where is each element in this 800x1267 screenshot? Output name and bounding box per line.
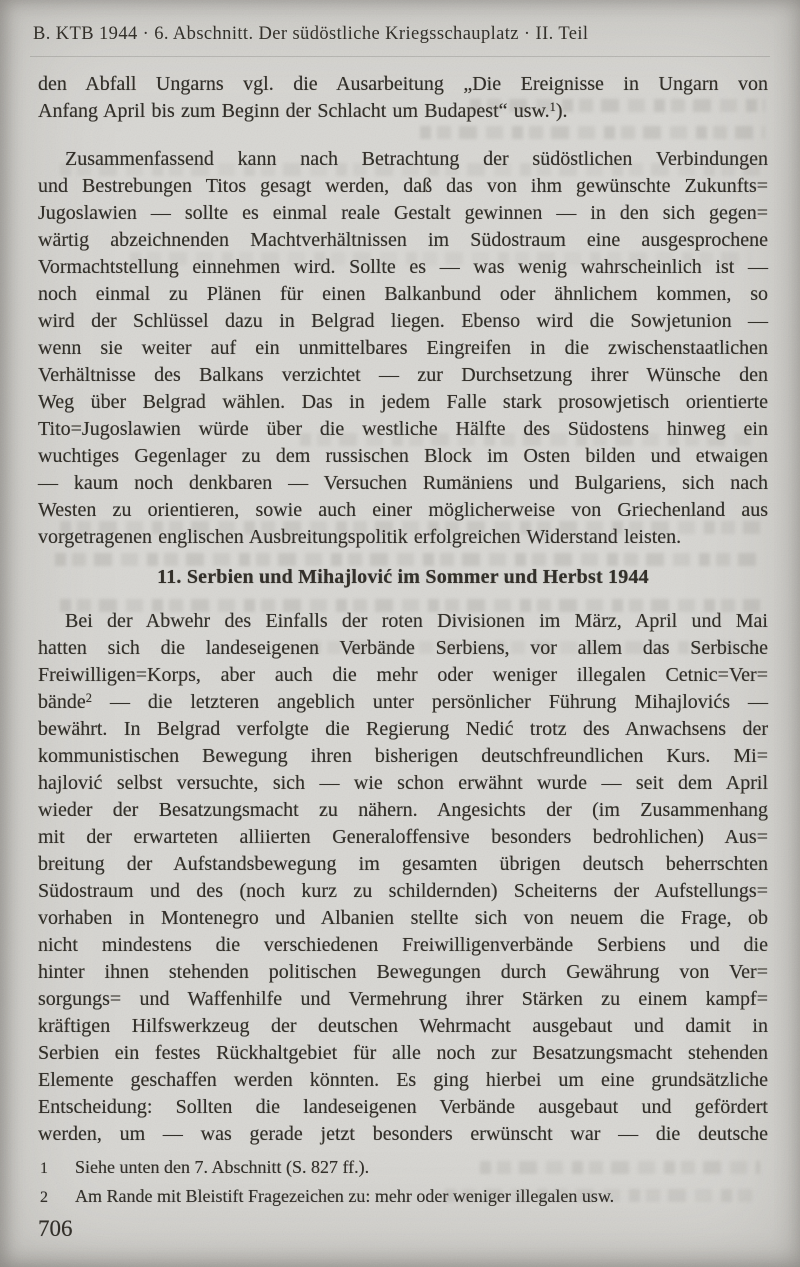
text-line: wärtig abzeichnenden Machtverhältnissen im Südostraum eine ausgesprochene bbox=[38, 229, 768, 251]
text-line: kräftigen Hilfswerkzeug der deutschen Wehrmacht ausgebaut und damit in bbox=[38, 1015, 768, 1037]
footnotes-block bbox=[40, 1154, 770, 1211]
bleedthrough-artifact bbox=[420, 126, 765, 139]
text-line: bände$^2$ — die letzteren angeblich unter persönlicher Führung Mihajlovićs — bbox=[38, 691, 768, 713]
text-line: hajlović selbst versuchte, sich — wie schon erwähnt wurde — seit dem April bbox=[38, 772, 768, 794]
footnote-reference: 1 bbox=[549, 100, 556, 114]
paragraph-tito-summary bbox=[38, 146, 768, 551]
text-line: Tito=Jugoslawien würde über die westliche Hälfte des Südostens hinweg ein bbox=[38, 418, 768, 440]
footnote-2 bbox=[40, 1183, 770, 1212]
paragraph-continuation bbox=[38, 71, 768, 125]
text-line: mit der erwarteten alliierten Generaloffensive besonders bedrohlichen) Aus= bbox=[38, 826, 768, 848]
text-line: Freiwilligen=Korps, aber auch die mehr oder weniger illegalen Cetnic=Ver= bbox=[38, 664, 768, 686]
text-line: nicht mindestens die verschiedenen Freiwilligenverbände Serbiens und die bbox=[38, 934, 768, 956]
text-line: wuchtiges Gegenlager zu dem russischen Block im Osten bilden und etwaigen bbox=[38, 445, 768, 467]
text-line: sorgungs= und Waffenhilfe und Vermehrung ihrer Stärken zu einem kampf= bbox=[38, 988, 768, 1010]
footnote-1-text: Siehe unten den 7. Abschnitt (S. 827 ff.). bbox=[75, 1157, 370, 1177]
text-line: bewährt. In Belgrad verfolgte die Regierung Nedić trotz des Anwachsens der bbox=[38, 718, 768, 740]
text-line: vorhaben in Montenegro und Albanien stellte sich von neuem die Frage, ob bbox=[38, 907, 768, 929]
text-line: und Bestrebungen Titos gesagt werden, daß das von ihm gewünschte Zukunfts= bbox=[38, 175, 768, 197]
text-line: Vormachtstellung einnehmen wird. Sollte es — was wenig wahrscheinlich ist — bbox=[38, 256, 768, 278]
text-line: noch einmal zu Plänen für einen Balkanbund oder ähnlichem kommen, so bbox=[38, 283, 768, 305]
text-line: Zusammenfassend kann nach Betrachtung der südöstlichen Verbindungen bbox=[65, 148, 768, 170]
text-line: hatten sich die landeseigenen Verbände Serbiens, vor allem das Serbische bbox=[38, 637, 768, 659]
text-line: Jugoslawien — sollte es einmal reale Gestalt gewinnen — in den sich gegen= bbox=[38, 202, 768, 224]
text-line: Anfang April bis zum Beginn der Schlacht um Budapest“ usw.$^1$). bbox=[38, 100, 568, 122]
text-line: Verhältnisse des Balkans verzichtet — zur Durchsetzung ihrer Wünsche den bbox=[38, 364, 768, 386]
text-line: werden, um — was gerade jetzt besonders erwünscht war — die deutsche bbox=[38, 1123, 768, 1145]
text-line: — kaum noch denkbaren — Versuchen Rumäniens und Bulgariens, sich nach bbox=[38, 472, 768, 494]
text-line: Entscheidung: Sollten die landeseigenen Verbände ausgebaut und gefördert bbox=[38, 1096, 768, 1118]
footnote-1 bbox=[40, 1154, 770, 1183]
text-line: den Abfall Ungarns vgl. die Ausarbeitung „Die Ereignisse in Ungarn von bbox=[38, 73, 768, 95]
section-heading: 11. Serbien und Mihajlović im Sommer und Herbst 1944 bbox=[157, 566, 649, 588]
header-rule bbox=[30, 56, 770, 57]
footnote-reference: 2 bbox=[85, 691, 92, 705]
text-line: wird der Schlüssel dazu in Belgrad liegen. Ebenso wird die Sowjetunion — bbox=[38, 310, 768, 332]
text-line: breitung der Aufstandsbewegung im gesamten übrigen deutsch beherrschten bbox=[38, 853, 768, 875]
footnote-2-text: Am Rande mit Bleistift Fragezeichen zu: mehr oder weniger illegalen usw. bbox=[75, 1185, 615, 1206]
text-line: wieder der Besatzungsmacht zu nähern. Angesichts der (im Zusammenhang bbox=[38, 799, 768, 821]
text-line: Bei der Abwehr des Einfalls der roten Divisionen im März, April und Mai bbox=[65, 610, 768, 632]
text-line: Westen zu orientieren, sowie auch einer möglicherweise von Griechenland aus bbox=[38, 499, 768, 521]
text-line: Elemente geschaffen werden könnten. Es ging hierbei um eine grundsätzliche bbox=[38, 1069, 768, 1091]
text-line: Serbien ein festes Rückhaltgebiet für alle noch zur Besatzungsmacht stehenden bbox=[38, 1042, 768, 1064]
footnote-1-marker: 1 bbox=[40, 1160, 48, 1177]
footnote-2-marker: 2 bbox=[40, 1188, 48, 1206]
paragraph-serbien-mihajlovic bbox=[38, 608, 768, 1148]
text-line: wenn sie weiter auf ein unmittelbares Eingreifen in die zwischenstaatlichen bbox=[38, 337, 768, 359]
bleedthrough-artifact bbox=[55, 553, 765, 566]
running-header: B. KTB 1944 · 6. Abschnitt. Der südöstliche Kriegsschauplatz · II. Teil bbox=[33, 24, 589, 44]
text-line: vorgetragenen englischen Ausbreitungspolitik erfolgreichen Widerstand leisten. bbox=[38, 526, 682, 548]
text-line: kommunistischen Bewegung ihren bisherigen deutschfreundlichen Kurs. Mi= bbox=[38, 745, 768, 767]
text-line: Südostraum und des (noch kurz zu schildernden) Scheiterns der Aufstellungs= bbox=[38, 880, 768, 902]
text-line: hinter ihnen stehenden politischen Bewegungen durch Gewährung von Ver= bbox=[38, 961, 768, 983]
text-line: Weg über Belgrad wählen. Das in jedem Falle stark prosowjetisch orientierte bbox=[38, 391, 768, 413]
page-number: 706 bbox=[38, 1216, 73, 1241]
